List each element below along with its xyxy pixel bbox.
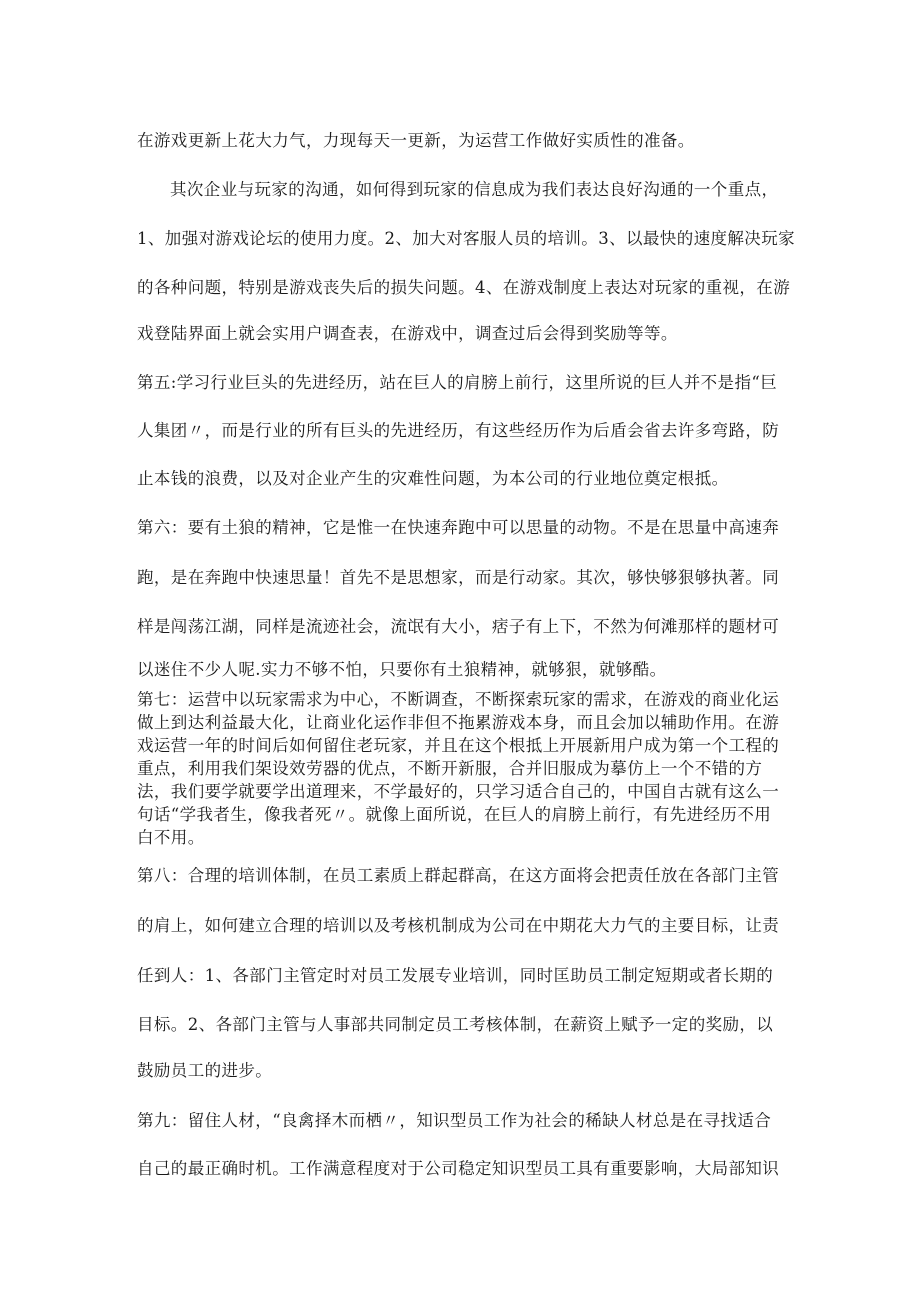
text-line: 第五:学习行业巨头的先进经历，站在巨人的肩膀上前行，这里所说的巨人并不是指“巨 <box>137 373 778 392</box>
text-line: 的肩上，如何建立合理的培训以及考核机制成为公司在中期花大力气的主要目标，让责 <box>137 916 780 935</box>
text-line: 戏运营一年的时间后如何留住老玩家，并且在这个根抵上开展新用户成为第一个工程的 <box>137 736 780 755</box>
text-line: 1、加强对游戏论坛的使用力度。2、加大对客服人员的培训。3、以最快的速度解决玩家 <box>137 229 795 248</box>
text-line: 第八：合理的培训体制，在员工素质上群起群高，在这方面将会把责任放在各部门主管 <box>137 866 780 885</box>
text-line: 人集团〃，而是行业的所有巨头的先进经历，有这些经历作为后盾会省去许多弯路，防 <box>137 421 780 440</box>
text-line: 第七：运营中以玩家需求为中心，不断调查，不断探索玩家的需求，在游戏的商业化运 <box>137 690 780 709</box>
text-line: 鼓励员工的进步。 <box>137 1061 273 1080</box>
text-line: 的各种问题，特别是游戏丧失后的损失问题。4、在游戏制度上表达对玩家的重视，在游 <box>137 278 791 297</box>
text-line: 法，我们要学就要学出道理来，不学最好的，只学习适合自己的，中国自古就有这么一 <box>137 782 780 801</box>
text-line: 白不用。 <box>137 828 205 847</box>
text-line: 目标。2、各部门主管与人事部共同制定员工考核体制，在薪资上赋予一定的奖励，以 <box>137 1015 774 1034</box>
text-line: 以迷住不少人呢.实力不够不怕，只要你有土狼精神，就够狠，就够酷。 <box>137 660 667 679</box>
text-line: 戏登陆界面上就会实用户调查表，在游戏中，调查过后会得到奖励等等。 <box>137 324 678 343</box>
text-line: 跑，是在奔跑中快速思量！首先不是思想家，而是行动家。其次，够快够狠够执著。同 <box>137 568 780 587</box>
text-line: 第六：要有土狼的精神，它是惟一在快速奔跑中可以思量的动物。不是在思量中高速奔 <box>137 518 780 537</box>
text-line: 任到人：1、各部门主管定时对员工发展专业培训，同时匡助员工制定短期或者长期的 <box>137 966 774 985</box>
text-line: 自己的最正确时机。工作满意程度对于公司稳定知识型员工具有重要影响，大局部知识 <box>137 1159 780 1178</box>
dense-paragraph <box>137 688 792 849</box>
text-line: 其次企业与玩家的沟通，如何得到玩家的信息成为我们表达良好沟通的一个重点， <box>170 180 779 199</box>
text-line: 在游戏更新上花大力气，力现每天一更新，为运营工作做好实质性的准备。 <box>137 131 695 150</box>
text-line: 重点，利用我们架设效劳器的优点，不断开新服，合并旧服成为摹仿上一个不错的方 <box>137 759 763 778</box>
text-line: 样是闯荡江湖，同样是流迹社会，流氓有大小，痞子有上下，不然为何滩那样的题材可 <box>137 617 780 636</box>
text-line: 第九：留住人材，“良禽择木而栖〃，知识型员工作为社会的稀缺人材总是在寻找适合 <box>137 1111 772 1130</box>
text-line: 止本钱的浪费，以及对企业产生的灾难性问题，为本公司的行业地位奠定根抵。 <box>137 469 729 488</box>
text-line: 句话“学我者生，像我者死〃。就像上面所说，在巨人的肩膀上前行，有先进经历不用 <box>137 805 772 824</box>
text-line: 做上到达利益最大化，让商业化运作非但不拖累游戏本身，而且会加以辅助作用。在游 <box>137 713 780 732</box>
